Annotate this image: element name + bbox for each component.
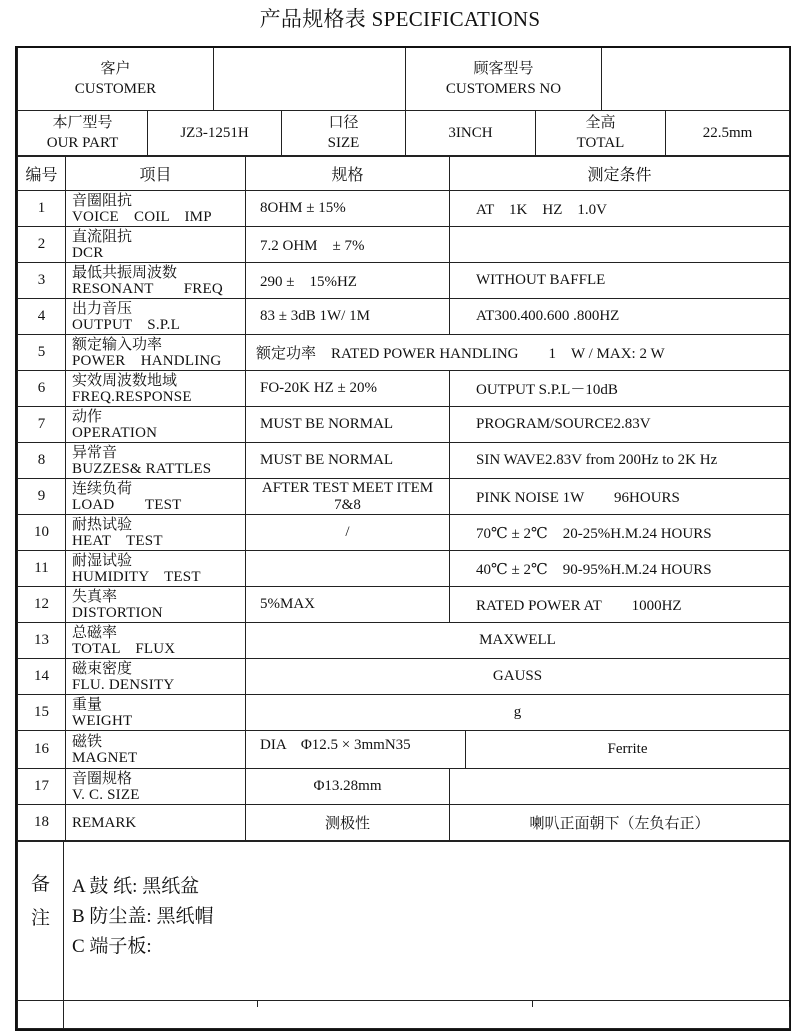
customers-no-value: [602, 48, 790, 111]
row-number: 9: [18, 479, 66, 515]
row-number: 10: [18, 515, 66, 551]
row-item-en: BUZZES& RATTLES: [72, 460, 212, 477]
row-condition: RATED POWER AT 1000HZ: [450, 587, 790, 623]
row-item: [66, 515, 246, 551]
row-item-cn: 异常音: [72, 444, 118, 461]
row-item: REMARK: [66, 805, 246, 841]
row-item-cn: 失真率: [72, 588, 118, 605]
signature-divider: [532, 1000, 533, 1007]
column-spec: 规格: [246, 157, 450, 191]
column-header-row: [18, 157, 790, 191]
row-item-en: POWER HANDLING: [72, 352, 222, 369]
size-label-en: SIZE: [327, 135, 360, 151]
row-merged-value: MAXWELL: [246, 623, 790, 659]
size-label: [282, 111, 406, 156]
row-wide-spec: 额定功率 RATED POWER HANDLING 1 W / MAX: 2 W: [246, 335, 790, 371]
row-number: 15: [18, 695, 66, 731]
row-item-cn: 连续负荷: [72, 480, 133, 497]
row-item-en: DCR: [72, 244, 104, 261]
table-row: [18, 769, 790, 805]
row-condition: [450, 769, 790, 805]
row-item-cn: 出力音压: [72, 300, 133, 317]
table-row: [18, 299, 790, 335]
table-row: [18, 695, 790, 731]
row-item-en: FLU. DENSITY: [72, 676, 175, 693]
row-item: [66, 227, 246, 263]
row-item-cn: 磁铁: [72, 733, 103, 750]
size-label-cn: 口径: [328, 115, 359, 131]
customer-label-en: CUSTOMER: [74, 81, 157, 97]
row-item: [66, 551, 246, 587]
row-item-en: OUTPUT S.P.L: [72, 316, 180, 333]
row-spec: MUST BE NORMAL: [246, 407, 450, 443]
row-item: [66, 299, 246, 335]
column-condition: 测定条件: [450, 157, 790, 191]
note-line-cone: A 鼓 纸: 黑纸盆: [72, 876, 200, 897]
row-number: 18: [18, 805, 66, 841]
notes-label-char-1: 备: [30, 874, 50, 895]
row-spec: 5%MAX: [246, 587, 450, 623]
row-condition: 70℃ ± 2℃ 20-25%H.M.24 HOURS: [450, 515, 790, 551]
table-row: [18, 659, 790, 695]
row-item-cn: 实效周波数地域: [72, 372, 178, 389]
spec-rows-table: [17, 156, 790, 841]
row-item: [66, 659, 246, 695]
row-condition: SIN WAVE2.83V from 200Hz to 2K Hz: [450, 443, 790, 479]
table-row: [18, 227, 790, 263]
row-condition: 40℃ ± 2℃ 90-95%H.M.24 HOURS: [450, 551, 790, 587]
row-spec: 测极性: [246, 805, 450, 841]
row-item: [66, 443, 246, 479]
customer-label: [18, 48, 214, 111]
page-title: 产品规格表 SPECIFICATIONS: [259, 7, 541, 31]
row-item-cn: 总磁率: [72, 624, 118, 641]
table-row: [18, 191, 790, 227]
row-condition: [450, 227, 790, 263]
row-condition: PINK NOISE 1W 96HOURS: [450, 479, 790, 515]
our-part-label-en: OUR PART: [46, 135, 119, 151]
row-item-en: HUMIDITY TEST: [72, 568, 201, 585]
row-item-en: VOICE COIL IMP: [72, 208, 212, 225]
row-number: 7: [18, 407, 66, 443]
total-label-en: TOTAL: [576, 135, 625, 151]
row-item-en: LOAD TEST: [72, 496, 182, 513]
row-number: 14: [18, 659, 66, 695]
customer-value: [214, 48, 406, 111]
row-item-en: OPERATION: [72, 424, 158, 441]
row-item-en: TOTAL FLUX: [72, 640, 176, 657]
row-item: [66, 587, 246, 623]
column-item: 项目: [66, 157, 246, 191]
row-spec: [246, 551, 450, 587]
row-item-cn: 最低共振周波数: [72, 264, 178, 281]
table-row: [18, 731, 790, 769]
table-row: [18, 623, 790, 659]
row-spec: 290 ± 15%HZ: [246, 263, 450, 299]
our-part-label: [18, 111, 148, 156]
row-number: 3: [18, 263, 66, 299]
row-item-cn: 额定输入功率: [72, 336, 163, 353]
row-number: 12: [18, 587, 66, 623]
our-part-value: JZ3-1251H: [148, 111, 282, 156]
row-item-cn: 动作: [72, 408, 103, 425]
signature-divider: [257, 1000, 258, 1007]
row-number: 4: [18, 299, 66, 335]
note-line-terminal: C 端子板:: [72, 936, 152, 957]
table-row: [18, 371, 790, 407]
signature-strip: [15, 1000, 791, 1007]
row-item-cn: 耐湿试验: [72, 552, 133, 569]
customer-label-cn: 客户: [100, 61, 131, 77]
notes-label-char-2: 注: [30, 908, 50, 929]
row-item-cn: 磁束密度: [72, 660, 133, 677]
row-number: 16: [18, 731, 66, 769]
total-value: 22.5mm: [666, 111, 790, 156]
table-row: [18, 335, 790, 371]
row-item-en: RESONANT FREQ: [72, 280, 223, 297]
row-condition: OUTPUT S.P.L－10dB: [450, 371, 790, 407]
row-condition: AT300.400.600 .800HZ: [450, 299, 790, 335]
row-spec: DIA Φ12.5 × 3mmN35: [246, 731, 466, 769]
row-spec: /: [246, 515, 450, 551]
part-info-table: [17, 111, 790, 156]
row-number: 17: [18, 769, 66, 805]
row-item-en: FREQ.RESPONSE: [72, 388, 192, 405]
row-item: [66, 769, 246, 805]
column-num: 编号: [18, 157, 66, 191]
row-item-en: WEIGHT: [72, 712, 133, 729]
row-condition: 喇叭正面朝下（左负右正）: [450, 805, 790, 841]
table-row: [18, 587, 790, 623]
row-spec: MUST BE NORMAL: [246, 443, 450, 479]
row-number: 2: [18, 227, 66, 263]
row-item: [66, 731, 246, 769]
row-item: [66, 407, 246, 443]
row-spec: 83 ± 3dB 1W/ 1M: [246, 299, 450, 335]
row-spec: FO-20K HZ ± 20%: [246, 371, 450, 407]
row-item: [66, 695, 246, 731]
row-item-cn: 耐热试验: [72, 516, 133, 533]
row-condition: Ferrite: [466, 731, 790, 769]
row-merged-value: g: [246, 695, 790, 731]
table-row: [18, 551, 790, 587]
signature-strip-top-line: [17, 1000, 789, 1001]
row-condition: AT 1K HZ 1.0V: [450, 191, 790, 227]
row-spec: Φ13.28mm: [246, 769, 450, 805]
row-item: [66, 263, 246, 299]
row-item-cn: 直流阻抗: [72, 228, 133, 245]
row-item-en: DISTORTION: [72, 604, 163, 621]
row-item-en: MAGNET: [72, 749, 138, 766]
row-merged-value: GAUSS: [246, 659, 790, 695]
row-number: 8: [18, 443, 66, 479]
row-item-en: HEAT TEST: [72, 532, 163, 549]
row-item-cn: 音圈规格: [72, 770, 133, 787]
row-spec: 7.2 OHM ± 7%: [246, 227, 450, 263]
row-item: [66, 623, 246, 659]
table-row: [18, 443, 790, 479]
table-row: [18, 805, 790, 841]
table-row: [18, 515, 790, 551]
row-item-cn: 重量: [72, 696, 103, 713]
row-number: 1: [18, 191, 66, 227]
row-item-cn: 音圈阻抗: [72, 192, 133, 209]
header-table: [17, 48, 790, 111]
table-row: [18, 263, 790, 299]
customers-no-label-en: CUSTOMERS NO: [445, 81, 562, 97]
table-row: [18, 479, 790, 515]
row-spec: AFTER TEST MEET ITEM 7&8: [246, 479, 450, 515]
row-number: 6: [18, 371, 66, 407]
row-number: 13: [18, 623, 66, 659]
row-number: 11: [18, 551, 66, 587]
total-label-cn: 全高: [585, 115, 616, 131]
size-value: 3INCH: [406, 111, 536, 156]
row-item-en: V. C. SIZE: [72, 786, 140, 803]
note-line-dust-cap: B 防尘盖: 黑纸帽: [72, 906, 214, 927]
row-spec: 8OHM ± 15%: [246, 191, 450, 227]
row-item: [66, 335, 246, 371]
spec-table-frame: [15, 46, 791, 1031]
table-row: [18, 407, 790, 443]
row-number: 5: [18, 335, 66, 371]
our-part-label-cn: 本厂型号: [52, 115, 113, 131]
customers-no-label: [406, 48, 602, 111]
total-label: [536, 111, 666, 156]
row-condition: PROGRAM/SOURCE2.83V: [450, 407, 790, 443]
row-condition: WITHOUT BAFFLE: [450, 263, 790, 299]
row-item: [66, 371, 246, 407]
row-item: [66, 191, 246, 227]
customers-no-label-cn: 顾客型号: [473, 61, 534, 77]
row-item: [66, 479, 246, 515]
